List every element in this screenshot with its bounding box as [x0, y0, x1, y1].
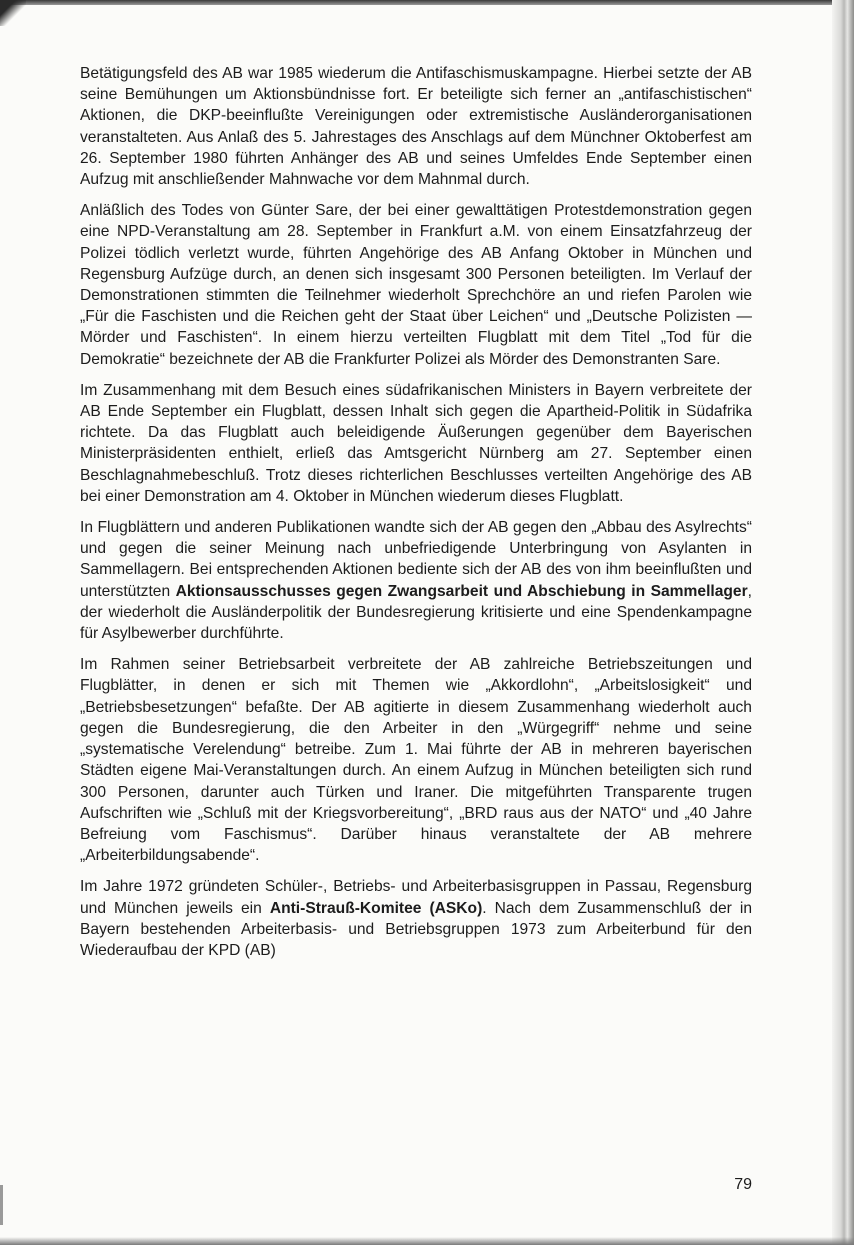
emphasis-asko: Anti-Strauß-Komitee (ASKo) — [269, 899, 483, 917]
paragraph-text: Im Jahre 1972 gründeten Schüler-, Betriebs- und Arbeiterbasisgruppen in Passau, Regensburg und München jeweils ein — [80, 878, 752, 917]
scan-edge-bottom — [0, 1237, 854, 1245]
paragraph-text: Im Zusammenhang mit dem Besuch eines südafrikanischen Ministers in Bayern verbreitete der AB Ende September ein Flugblatt, dessen Inhalt sich gegen die Apartheid-Politik in Südafrika richtete. Da das Flugblatt auch beleidigende Äußerungen gegenüber dem Bayerischen Ministerpräsidenten enthielt, erließ das Amtsgericht Nürnberg am 27. September einen Beschlagnahmebeschluß. Trotz dieses richterlichen Beschlusses verteilten Angehörige des AB bei einer Demonstration am 4. Oktober in München wiederum dieses Flugblatt. — [80, 381, 752, 505]
body-text — [80, 63, 752, 971]
scan-edge-left-mark — [0, 1185, 3, 1225]
emphasis-aktionsausschuss: Aktionsausschusses gegen Zwangsarbeit und Abschiebung in Sammellager — [175, 582, 748, 600]
paragraph-text: In Flugblättern und anderen Publikationen wandte sich der AB gegen den „Abbau des Asylrechts“ und gegen die seiner Meinung nach unbefriedigende Unterbringung von Asylanten in Sammellagern. Bei entsprechenden Aktionen bediente sich der AB des von ihm beeinflußten und unterstützten — [80, 519, 752, 600]
paragraph-text: Im Rahmen seiner Betriebsarbeit verbreitete der AB zahlreiche Betriebszeitungen und Flugblätter, in denen er sich mit Themen wie „Akkordlohn“, „Arbeitslosigkeit“ und „Betriebsbesetzungen“ befaßte. Der AB agitierte in diesem Zusammenhang wiederholt auch gegen die Bundesregierung, die den Arbeiter in den „Würgegriff“ nehme und seine „systematische Verelendung“ betreibe. Zum 1. Mai führte der AB in mehreren bayerischen Städten eigene Mai-Veranstaltungen durch. An einem Aufzug in München beteiligten sich rund 300 Personen, darunter auch Türken und Iraner. Die mitgeführten Transparente trugen Aufschriften wie „Schluß mit der Kriegsvorbereitung“, „BRD raus aus der NATO“ und „40 Jahre Befreiung vom Faschismus“. Darüber hinaus veranstaltete der AB mehrere „Arbeiterbildungsabende“. — [80, 656, 752, 865]
scan-edge-top — [0, 0, 854, 5]
scan-edge-right — [832, 0, 854, 1245]
paragraph-asko — [80, 876, 752, 961]
paragraph-south-africa-flyer — [80, 380, 752, 507]
paragraph-text: Betätigungsfeld des AB war 1985 wiederum die Antifaschismuskampagne. Hierbei setzte der AB seine Bemühungen um Aktionsbündnisse fort. Er beteiligte sich ferner an „antifaschistischen“ Aktionen, die DKP-beeinflußte Vereinigungen oder extremistische Ausländerorganisationen veranstalteten. Aus Anlaß des 5. Jahrestages des Anschlags auf dem Münchner Oktoberfest am 26. September 1980 führten Anhänger des AB und seines Umfeldes Ende September einen Aufzug mit anschließender Mahnwache vor dem Mahnmal durch. — [80, 65, 752, 189]
paragraph-antifascism-campaign — [80, 63, 752, 190]
paragraph-guenter-sare — [80, 200, 752, 370]
paragraph-text: Anläßlich des Todes von Günter Sare, der bei einer gewalttätigen Protestdemonstration gegen eine NPD-Veranstaltung am 28. September in Frankfurt a.M. von einem Einsatzfahrzeug der Polizei tödlich verletzt wurde, führten Angehörige des AB Anfang Oktober in München und Regensburg Aufzüge durch, an denen sich insgesamt 300 Personen beteiligten. Im Verlauf der Demonstrationen stimmten die Teilnehmer wiederholt Sprechchöre an und riefen Parolen wie „Für die Faschisten und die Reichen geht der Staat über Leichen“ und „Deutsche Polizisten — Mörder und Faschisten“. In einem hierzu verteilten Flugblatt mit dem Titel „Tod für die Demokratie“ bezeichnete der AB die Frankfurter Polizei als Mörder des Demonstranten Sare. — [80, 202, 752, 368]
paragraph-asylum — [80, 517, 752, 644]
paragraph-text: . Nach dem Zusammenschluß der in Bayern bestehenden Arbeiterbasis- und Betriebsgruppen 1973 zum Arbeiterbund für den Wiederaufbau der KPD (AB) — [80, 899, 752, 959]
paragraph-factory-work — [80, 654, 752, 866]
page-number: 79 — [734, 1176, 752, 1193]
scan-corner-shadow — [0, 0, 26, 26]
paragraph-text: , der wiederholt die Ausländerpolitik der Bundesregierung kritisierte und eine Spendenkampagne für Asylbewerber durchführte. — [80, 582, 753, 643]
